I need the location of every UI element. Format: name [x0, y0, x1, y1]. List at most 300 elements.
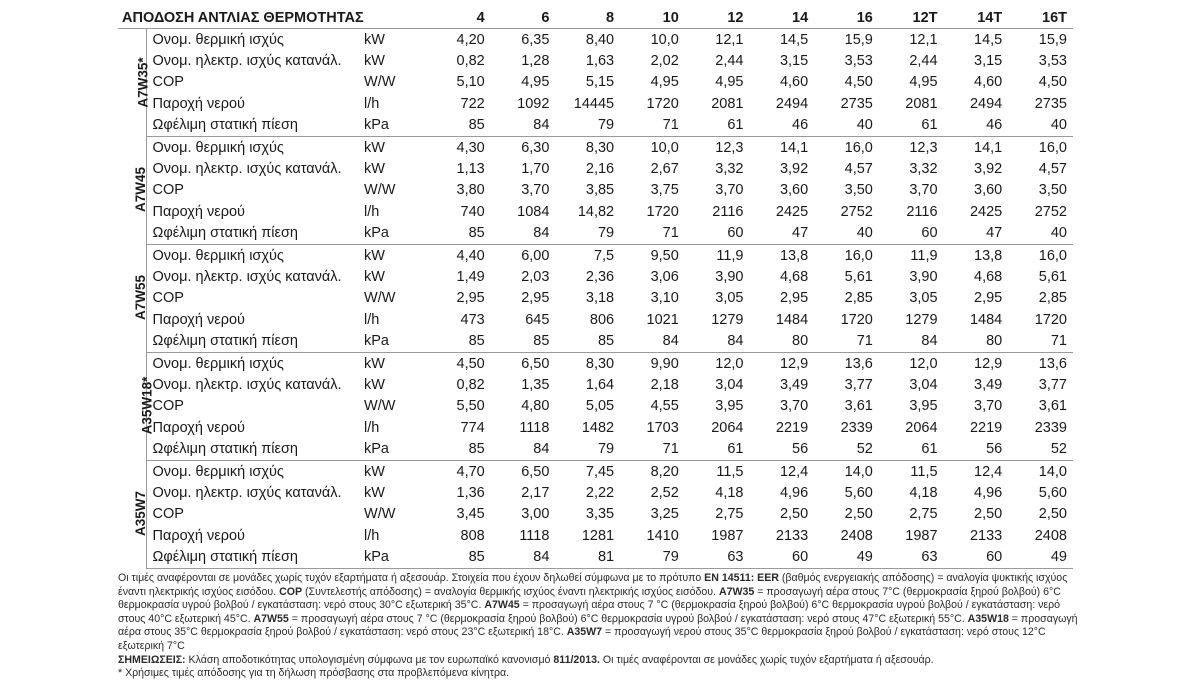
condition-name: A7W35*	[135, 57, 151, 108]
value-cell: 46	[944, 115, 1009, 137]
value-cell: 16,0	[844, 139, 873, 156]
value-cell: 3,95	[909, 398, 938, 415]
value-cell: 79	[620, 546, 685, 568]
footnote-text: Οι τιμές αναφέρονται σε μονάδες χωρίς τυχόν εξαρτήματα ή αξεσουάρ. Στοιχεία που έχουν δηλωθεί σύμφωνα με το πρότυπο	[118, 572, 705, 584]
value-cell: 60	[944, 546, 1009, 568]
performance-table-container	[118, 8, 1078, 569]
table-row	[118, 158, 1073, 179]
value-cell: 4,68	[974, 268, 1003, 285]
row-label: Ωφέλιμη στατική πίεση	[146, 546, 358, 568]
value-cell: 60	[749, 546, 814, 568]
value-cell: 3,77	[844, 376, 873, 393]
value-cell: 3,70	[715, 182, 744, 199]
value-cell: 2408	[1034, 527, 1067, 544]
value-cell: 79	[555, 438, 620, 460]
value-cell: 1118	[519, 419, 550, 436]
table-row	[118, 223, 1073, 245]
value-cell: 61	[685, 115, 750, 137]
row-unit: kPa	[358, 438, 426, 460]
table-row	[118, 50, 1073, 71]
value-cell: 2064	[905, 419, 938, 436]
value-cell: 3,92	[974, 161, 1003, 178]
table-header-row	[118, 8, 1073, 29]
model-header: 6	[491, 8, 556, 29]
value-cell: 12,9	[779, 355, 809, 372]
table-row	[118, 417, 1073, 438]
row-label: Ονομ. ηλεκτρ. ισχύς κατανάλ.	[152, 53, 342, 70]
value-cell: 49	[814, 546, 879, 568]
value-cell: 3,70	[909, 182, 938, 199]
value-cell: 1092	[517, 95, 550, 112]
value-cell: 9,90	[650, 355, 679, 372]
row-unit: l/h	[364, 419, 380, 436]
value-cell: 2,03	[521, 268, 550, 285]
value-cell: 2494	[775, 95, 809, 112]
table-row	[118, 330, 1073, 352]
table-row	[118, 396, 1073, 417]
value-cell: 81	[555, 546, 620, 568]
row-unit: kW	[364, 376, 385, 393]
value-cell: 1281	[581, 527, 615, 544]
table-row	[118, 288, 1073, 309]
table-row	[118, 72, 1073, 93]
model-header: 16	[814, 8, 879, 29]
value-cell: 774	[460, 419, 485, 436]
value-cell: 40	[814, 223, 879, 245]
footnote-term: COP	[279, 585, 303, 598]
table-row	[118, 244, 1073, 266]
value-cell: 12,1	[715, 31, 744, 48]
value-cell: 12,1	[909, 31, 938, 48]
value-cell: 13,8	[779, 247, 809, 264]
value-cell: 63	[879, 546, 944, 568]
value-cell: 2,50	[779, 506, 809, 523]
value-cell: 1987	[905, 527, 938, 544]
value-cell: 4,18	[715, 484, 744, 501]
value-cell: 2,50	[1038, 506, 1067, 523]
row-unit: kW	[364, 247, 385, 264]
value-cell: 49	[1008, 546, 1073, 568]
row-label: Ονομ. θερμική ισχύς	[152, 355, 284, 372]
value-cell: 14,82	[577, 203, 615, 220]
value-cell: 12,3	[715, 139, 744, 156]
value-cell: 56	[749, 438, 814, 460]
value-cell: 1279	[905, 311, 938, 328]
value-cell: 3,00	[521, 506, 550, 523]
value-cell: 5,50	[456, 398, 485, 415]
value-cell: 2,36	[585, 268, 615, 285]
value-cell: 3,85	[585, 182, 615, 199]
table-body	[118, 29, 1073, 569]
value-cell: 2494	[969, 95, 1003, 112]
value-cell: 2,50	[844, 506, 873, 523]
model-header: 10	[620, 8, 685, 29]
value-cell: 4,40	[456, 247, 485, 264]
model-header: 14T	[944, 8, 1009, 29]
footnote-term: A35W7	[566, 626, 603, 639]
value-cell: 2,95	[521, 290, 550, 307]
row-label: Ονομ. θερμική ισχύς	[152, 31, 284, 48]
value-cell: 4,20	[456, 31, 485, 48]
value-cell: 12,0	[909, 355, 938, 372]
row-label: Παροχή νερού	[152, 419, 245, 436]
value-cell: 85	[426, 546, 491, 568]
value-cell: 85	[426, 438, 491, 460]
value-cell: 84	[491, 546, 556, 568]
value-cell: 84	[491, 438, 556, 460]
row-label: Ονομ. ηλεκτρ. ισχύς κατανάλ.	[152, 484, 342, 501]
value-cell: 14,5	[974, 31, 1003, 48]
value-cell: 1,13	[456, 161, 485, 178]
value-cell: 0,82	[456, 53, 485, 70]
value-cell: 12,9	[974, 355, 1003, 372]
value-cell: 2219	[775, 419, 809, 436]
row-unit: l/h	[364, 95, 380, 112]
value-cell: 3,90	[909, 268, 938, 285]
footnote-term: EN 14511: EER	[704, 572, 779, 584]
value-cell: 4,68	[779, 268, 809, 285]
value-cell: 3,61	[844, 398, 873, 415]
value-cell: 84	[491, 115, 556, 137]
value-cell: 3,70	[974, 398, 1003, 415]
model-header: 8	[555, 8, 620, 29]
row-unit: W/W	[364, 398, 396, 415]
row-unit: W/W	[364, 182, 396, 199]
value-cell: 3,32	[909, 161, 938, 178]
value-cell: 5,61	[1038, 268, 1067, 285]
row-label: COP	[152, 290, 184, 307]
condition-name: A35W18*	[139, 376, 155, 435]
value-cell: 14,0	[1038, 463, 1067, 480]
value-cell: 4,95	[909, 74, 938, 91]
value-cell: 2133	[969, 527, 1003, 544]
value-cell: 85	[491, 330, 556, 352]
table-row	[118, 352, 1073, 374]
value-cell: 3,04	[715, 376, 744, 393]
value-cell: 3,35	[585, 506, 615, 523]
value-cell: 8,30	[585, 139, 615, 156]
value-cell: 1703	[646, 419, 679, 436]
model-header: 12	[685, 8, 750, 29]
table-row	[118, 93, 1073, 114]
footnote-term: ΣΗΜΕΙΩΣΕΙΣ:	[118, 653, 186, 666]
value-cell: 14,1	[974, 139, 1003, 156]
model-header: 12T	[879, 8, 944, 29]
value-cell: 11,9	[716, 247, 744, 264]
value-cell: 71	[620, 223, 685, 245]
value-cell: 3,50	[844, 182, 873, 199]
row-unit: kPa	[358, 223, 426, 245]
value-cell: 40	[814, 115, 879, 137]
footnote-text: * Χρήσιμες τιμές απόδοσης για τη δήλωση πρόσβασης στα προβλεπόμενα κίνητρα.	[118, 667, 510, 680]
row-label: Ονομ. ηλεκτρ. ισχύς κατανάλ.	[152, 376, 342, 393]
value-cell: 2339	[1034, 419, 1067, 436]
value-cell: 1,35	[521, 376, 550, 393]
row-label: Ωφέλιμη στατική πίεση	[146, 438, 358, 460]
value-cell: 1484	[969, 311, 1003, 328]
row-label: Ονομ. θερμική ισχύς	[152, 139, 284, 156]
value-cell: 4,70	[456, 463, 485, 480]
footnotes	[118, 572, 1078, 681]
value-cell: 14,5	[779, 31, 809, 48]
row-unit: kW	[364, 463, 385, 480]
value-cell: 6,50	[521, 463, 550, 480]
condition-name: A7W55	[133, 275, 149, 321]
value-cell: 1410	[646, 527, 679, 544]
table-row	[118, 309, 1073, 330]
value-cell: 79	[555, 223, 620, 245]
table-row	[118, 201, 1073, 222]
value-cell: 5,05	[585, 398, 615, 415]
table-row	[118, 180, 1073, 201]
value-cell: 3,04	[909, 376, 938, 393]
value-cell: 1720	[1034, 311, 1067, 328]
value-cell: 4,95	[521, 74, 550, 91]
value-cell: 61	[879, 115, 944, 137]
value-cell: 2,44	[715, 53, 744, 70]
footnote-paragraph	[118, 572, 1078, 654]
value-cell: 1021	[646, 311, 679, 328]
value-cell: 11,9	[910, 247, 938, 264]
value-cell: 2752	[1034, 203, 1067, 220]
value-cell: 2,22	[585, 484, 615, 501]
value-cell: 6,00	[521, 247, 550, 264]
value-cell: 16,0	[1038, 247, 1067, 264]
value-cell: 13,6	[844, 355, 873, 372]
condition-group-label	[118, 244, 149, 352]
row-label: Ονομ. ηλεκτρ. ισχύς κατανάλ.	[152, 268, 342, 285]
value-cell: 85	[426, 223, 491, 245]
value-cell: 71	[814, 330, 879, 352]
value-cell: 12,3	[909, 139, 938, 156]
value-cell: 2064	[711, 419, 744, 436]
value-cell: 5,15	[585, 74, 615, 91]
value-cell: 13,6	[1038, 355, 1067, 372]
value-cell: 52	[1008, 438, 1073, 460]
value-cell: 40	[1008, 115, 1073, 137]
value-cell: 6,30	[521, 139, 550, 156]
value-cell: 3,06	[650, 268, 679, 285]
row-unit: kW	[364, 161, 385, 178]
value-cell: 60	[685, 223, 750, 245]
footnote-term: 811/2013.	[553, 653, 600, 666]
row-unit: kW	[364, 355, 385, 372]
value-cell: 85	[555, 330, 620, 352]
value-cell: 46	[749, 115, 814, 137]
value-cell: 2,67	[650, 161, 679, 178]
value-cell: 8,40	[585, 31, 615, 48]
value-cell: 2081	[905, 95, 938, 112]
footnote-text: Οι τιμές αναφέρονται σε μονάδες χωρίς τυχόν εξαρτήματα ή αξεσουάρ.	[599, 653, 934, 666]
value-cell: 56	[944, 438, 1009, 460]
value-cell: 52	[814, 438, 879, 460]
value-cell: 15,9	[1038, 31, 1067, 48]
value-cell: 3,53	[1038, 53, 1067, 70]
value-cell: 1,28	[521, 53, 550, 70]
value-cell: 740	[460, 203, 485, 220]
value-cell: 15,9	[844, 31, 873, 48]
value-cell: 11,5	[910, 463, 938, 480]
value-cell: 1720	[646, 203, 679, 220]
value-cell: 80	[749, 330, 814, 352]
value-cell: 4,50	[844, 74, 873, 91]
row-label: COP	[152, 74, 184, 91]
value-cell: 3,25	[650, 506, 679, 523]
value-cell: 79	[555, 115, 620, 137]
value-cell: 2752	[840, 203, 873, 220]
value-cell: 0,82	[456, 376, 485, 393]
value-cell: 1484	[775, 311, 809, 328]
value-cell: 3,75	[650, 182, 679, 199]
value-cell: 60	[879, 223, 944, 245]
row-label: COP	[152, 506, 184, 523]
row-unit: l/h	[364, 527, 380, 544]
value-cell: 2,50	[974, 506, 1003, 523]
value-cell: 61	[879, 438, 944, 460]
table-row	[118, 482, 1073, 503]
row-label: Παροχή νερού	[152, 203, 245, 220]
value-cell: 84	[491, 223, 556, 245]
value-cell: 2,75	[909, 506, 938, 523]
row-unit: l/h	[364, 311, 380, 328]
value-cell: 1279	[711, 311, 744, 328]
value-cell: 2,95	[456, 290, 485, 307]
value-cell: 84	[685, 330, 750, 352]
value-cell: 16,0	[1038, 139, 1067, 156]
value-cell: 3,15	[974, 53, 1003, 70]
row-label: Ονομ. θερμική ισχύς	[152, 247, 284, 264]
value-cell: 3,15	[779, 53, 809, 70]
row-unit: kPa	[358, 330, 426, 352]
value-cell: 3,90	[715, 268, 744, 285]
value-cell: 5,10	[456, 74, 485, 91]
value-cell: 1482	[581, 419, 615, 436]
value-cell: 2735	[840, 95, 873, 112]
value-cell: 2735	[1034, 95, 1067, 112]
condition-group-label	[118, 29, 151, 137]
value-cell: 645	[525, 311, 550, 328]
value-cell: 63	[685, 546, 750, 568]
footnote-term: A35W18	[967, 612, 1009, 625]
value-cell: 4,50	[456, 355, 485, 372]
value-cell: 85	[426, 115, 491, 137]
model-header: 4	[426, 8, 491, 29]
row-unit: l/h	[364, 203, 380, 220]
value-cell: 1987	[711, 527, 744, 544]
value-cell: 4,96	[974, 484, 1003, 501]
value-cell: 71	[620, 438, 685, 460]
table-row	[118, 115, 1073, 137]
value-cell: 4,95	[650, 74, 679, 91]
value-cell: 85	[426, 330, 491, 352]
value-cell: 7,45	[585, 463, 615, 480]
footnote-term: A7W45	[484, 599, 520, 612]
value-cell: 5,60	[844, 484, 873, 501]
value-cell: 47	[749, 223, 814, 245]
value-cell: 12,4	[779, 463, 809, 480]
footnote-text: (Συντελεστής απόδοσης) = αναλογία θερμικής ισχύος έναντι ηλεκτρικής ισχύος εισόδου.	[302, 585, 719, 598]
value-cell: 2,85	[1038, 290, 1067, 307]
value-cell: 2,44	[909, 53, 938, 70]
value-cell: 10,0	[650, 139, 679, 156]
model-header: 14	[749, 8, 814, 29]
condition-group-label	[118, 136, 149, 244]
row-label: Ονομ. θερμική ισχύς	[152, 463, 284, 480]
value-cell: 2,16	[585, 161, 615, 178]
condition-name: A35W7	[133, 491, 149, 537]
value-cell: 3,70	[779, 398, 809, 415]
value-cell: 4,96	[779, 484, 809, 501]
value-cell: 2,17	[521, 484, 550, 501]
value-cell: 3,50	[1038, 182, 1067, 199]
value-cell: 1720	[840, 311, 873, 328]
value-cell: 2408	[840, 527, 873, 544]
value-cell: 3,53	[844, 53, 873, 70]
value-cell: 3,70	[521, 182, 550, 199]
table-row	[118, 460, 1073, 482]
value-cell: 4,50	[1038, 74, 1067, 91]
value-cell: 3,92	[779, 161, 809, 178]
table-title: ΑΠΟΔΟΣΗ ΑΝΤΛΙΑΣ ΘΕΡΜΟΤΗΤΑΣ	[118, 8, 426, 29]
condition-group-label	[118, 352, 155, 460]
value-cell: 9,50	[650, 247, 679, 264]
value-cell: 11,5	[716, 463, 744, 480]
value-cell: 6,35	[521, 31, 550, 48]
value-cell: 14,0	[844, 463, 873, 480]
footnote-text: = προσαγωγή αέρα στους 7 °C (θερμοκρασία ξηρού βολβού) 6°C θερμοκρασία υγρού βολβού / εγκατάσταση: νερό στους 47°C εξωτερική 55°C.	[288, 612, 968, 625]
value-cell: 3,05	[715, 290, 744, 307]
row-label: Παροχή νερού	[152, 95, 245, 112]
value-cell: 4,18	[909, 484, 938, 501]
value-cell: 808	[460, 527, 485, 544]
table-row	[118, 374, 1073, 395]
value-cell: 3,77	[1038, 376, 1067, 393]
footnote-paragraph	[118, 654, 1078, 668]
value-cell: 3,49	[974, 376, 1003, 393]
value-cell: 3,49	[779, 376, 809, 393]
value-cell: 4,57	[1038, 161, 1067, 178]
value-cell: 2,18	[650, 376, 679, 393]
value-cell: 2116	[712, 203, 744, 220]
value-cell: 6,50	[521, 355, 550, 372]
value-cell: 4,30	[456, 139, 485, 156]
value-cell: 1,36	[456, 484, 485, 501]
model-header: 16T	[1008, 8, 1073, 29]
value-cell: 8,20	[650, 463, 679, 480]
value-cell: 84	[879, 330, 944, 352]
value-cell: 3,95	[715, 398, 744, 415]
value-cell: 2339	[840, 419, 873, 436]
value-cell: 1720	[646, 95, 679, 112]
value-cell: 4,55	[650, 398, 679, 415]
value-cell: 7,5	[593, 247, 615, 264]
value-cell: 4,57	[844, 161, 873, 178]
value-cell: 84	[620, 330, 685, 352]
row-unit: kW	[364, 31, 385, 48]
table-row	[118, 438, 1073, 460]
value-cell: 14445	[573, 95, 615, 112]
value-cell: 1118	[519, 527, 550, 544]
value-cell: 3,60	[974, 182, 1003, 199]
row-label: COP	[152, 182, 184, 199]
row-label: Παροχή νερού	[152, 527, 245, 544]
value-cell: 4,60	[779, 74, 809, 91]
row-unit: kW	[364, 53, 385, 70]
value-cell: 5,61	[844, 268, 873, 285]
value-cell: 1,63	[585, 53, 615, 70]
value-cell: 2,52	[650, 484, 679, 501]
value-cell: 3,60	[779, 182, 809, 199]
